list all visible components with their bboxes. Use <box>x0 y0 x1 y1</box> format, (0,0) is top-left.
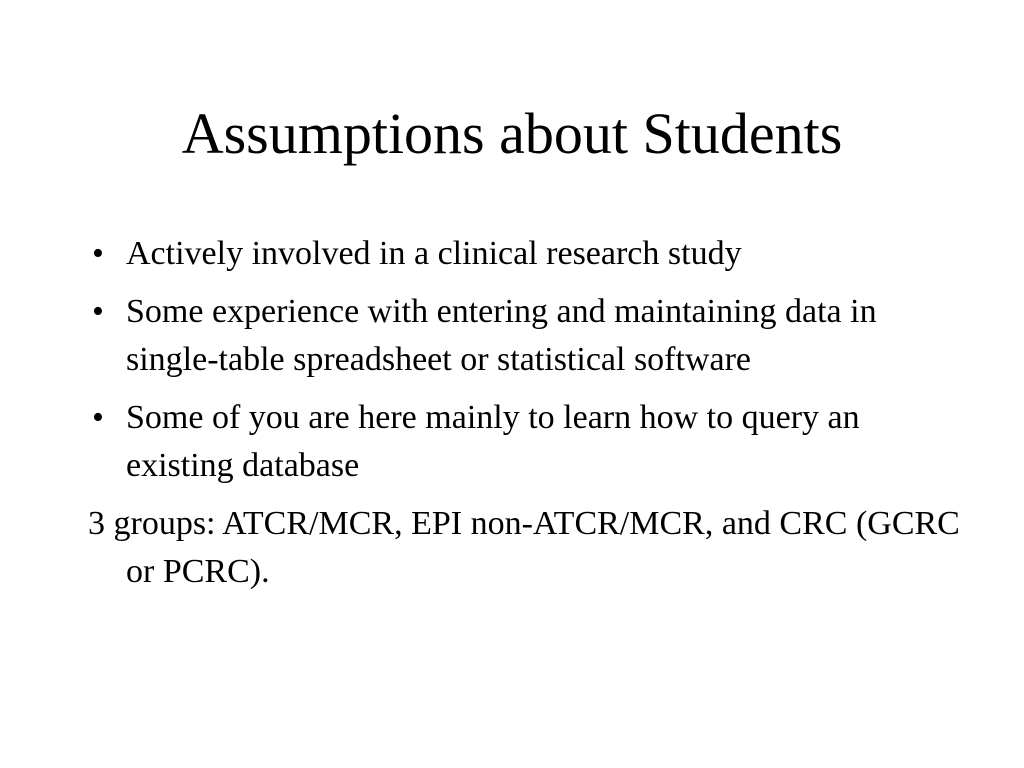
bullet-icon: • <box>92 399 104 436</box>
bullet-item <box>88 394 968 490</box>
bullet-icon: • <box>92 293 104 330</box>
bullet-text: Some of you are here mainly to learn how to query an existing database <box>126 399 860 484</box>
bullet-item <box>88 230 968 278</box>
bullet-item <box>88 288 968 384</box>
slide-title: Assumptions about Students <box>181 101 843 166</box>
groups-note: 3 groups: ATCR/MCR, EPI non-ATCR/MCR, and CRC (GCRC or PCRC). <box>88 505 960 590</box>
bullet-icon: • <box>92 235 104 272</box>
bullet-text: Some experience with entering and maintaining data in single-table spreadsheet or statistical software <box>126 293 877 378</box>
bullet-text: Actively involved in a clinical research study <box>126 235 742 272</box>
slide-body <box>88 230 968 596</box>
